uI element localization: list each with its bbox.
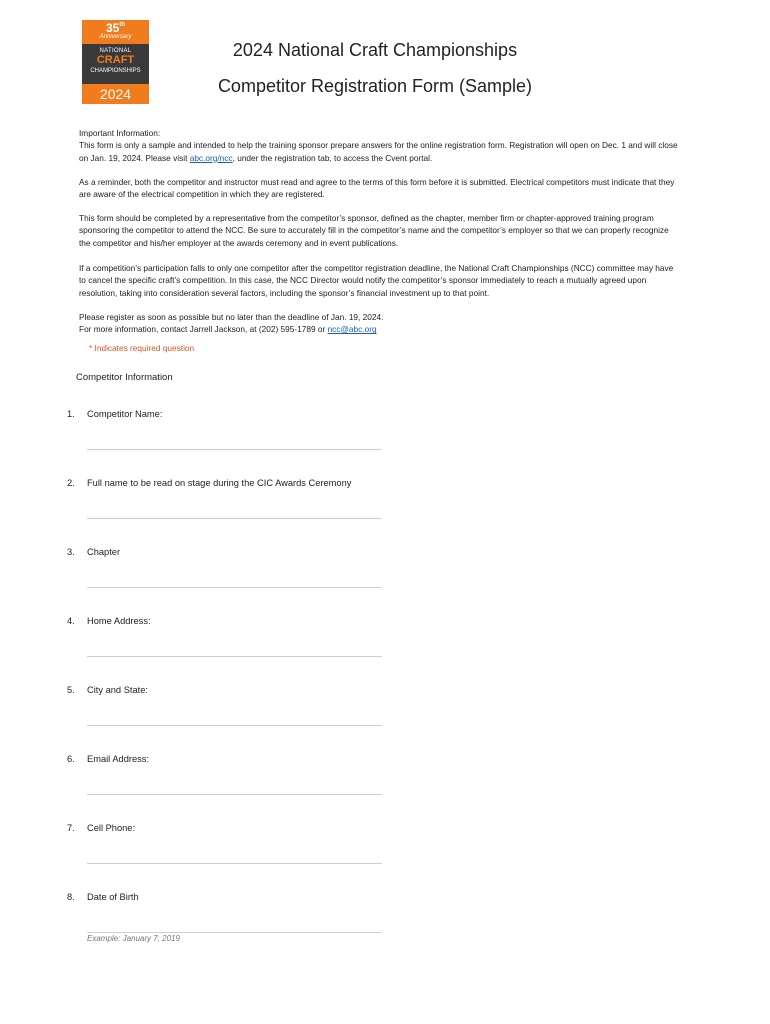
info-paragraph-1 — [79, 139, 679, 164]
info-heading: Important Information: — [79, 128, 161, 138]
page-subtitle: Competitor Registration Form (Sample) — [217, 76, 533, 96]
info-p5-line2 — [79, 323, 679, 335]
question-label: Cell Phone: — [87, 823, 136, 833]
question-3 — [67, 547, 120, 557]
info-paragraph-2: As a reminder, both the competitor and instructor must read and agree to the terms of this form before it is submitted. Electrical competitors must indicate that they are aware of the electrical competition in which they are registered. — [79, 177, 675, 200]
ncc-logo — [82, 20, 149, 104]
question-label: Chapter — [87, 547, 121, 557]
info-paragraph-3: This form should be completed by a representative from the competitor’s sponsor, defined as the chapter, member firm or chapter-approved training program sponsoring the competitor to attend the NCC. Be sure to accurately fill in the competitor’s name and the competitor’s employer so that we can properly recognize the competitor and his/her employer at the awards ceremony and in event publications. — [79, 213, 669, 248]
logo-anniversary-suffix: th — [119, 22, 126, 28]
question-label: Full name to be read on stage during the CIC Awards Ceremony — [87, 478, 352, 488]
cell-phone-field[interactable] — [87, 863, 382, 864]
date-of-birth-example: Example: January 7, 2019 — [87, 934, 180, 943]
question-label: City and State: — [87, 685, 148, 695]
question-number: 5. — [67, 685, 75, 695]
question-number: 2. — [67, 478, 75, 488]
question-number: 3. — [67, 547, 75, 557]
logo-anniversary — [82, 20, 149, 44]
logo-line1: NATIONAL — [99, 48, 132, 54]
question-7 — [67, 823, 135, 833]
question-number: 7. — [67, 823, 75, 833]
question-4 — [67, 616, 151, 626]
ncc-link[interactable]: abc.org/ncc — [189, 152, 233, 163]
info-p1-text-a: This form is only a sample and intended to help the training sponsor prepare answers for the online registration form. Registration will open on Dec. 1 and will close on Jan. 19, 2024. Please visit — [79, 140, 678, 163]
section-title: Competitor Information — [76, 372, 173, 383]
logo-wordmark — [82, 44, 149, 84]
info-paragraph-5 — [79, 311, 679, 336]
logo-line2: CRAFT — [96, 54, 135, 66]
info-paragraph-4: If a competition’s participation falls to only one competitor after the competitor registration deadline, the National Craft Championships (NCC) committee may have to cancel the specific craft’s competition. In this case, the NCC Director would notify the competitor’s sponsor immediately to reach a mutually agreed upon resolution, taking into consideration several factors, including the sponsor’s financial investment up to that point. — [79, 263, 674, 298]
logo-year: 2024 — [99, 86, 132, 102]
city-state-field[interactable] — [87, 725, 382, 726]
question-label: Email Address: — [87, 754, 150, 764]
logo-line3: CHAMPIONSHIPS — [90, 68, 141, 74]
page-title: 2024 National Craft Championships — [232, 40, 518, 60]
home-address-field[interactable] — [87, 656, 382, 657]
question-label: Competitor Name: — [87, 409, 163, 419]
question-number: 6. — [67, 754, 75, 764]
logo-anniversary-word: Anniversary — [99, 34, 132, 40]
info-block — [79, 127, 679, 164]
competitor-name-field[interactable] — [87, 449, 382, 450]
required-note: * Indicates required question — [89, 343, 195, 353]
question-label: Date of Birth — [87, 892, 139, 902]
info-p5-line1: Please register as soon as possible but no later than the deadline of Jan. 19, 2024. — [79, 312, 384, 322]
question-6 — [67, 754, 149, 764]
question-number: 4. — [67, 616, 75, 626]
question-5 — [67, 685, 148, 695]
question-number: 1. — [67, 409, 75, 419]
email-field[interactable] — [87, 794, 382, 795]
info-p1-text-b: , under the registration tab, to access the Cvent portal. — [232, 152, 433, 163]
full-name-field[interactable] — [87, 518, 382, 519]
question-8 — [67, 892, 139, 902]
date-of-birth-field[interactable] — [87, 932, 382, 933]
email-link[interactable]: ncc@abc.org — [327, 324, 377, 335]
chapter-field[interactable] — [87, 587, 382, 588]
question-1 — [67, 409, 162, 419]
question-number: 8. — [67, 892, 75, 902]
question-label: Home Address: — [87, 616, 151, 626]
info-p5-contact: For more information, contact Jarrell Jackson, at (202) 595-1789 or — [79, 324, 328, 335]
question-2 — [67, 478, 351, 488]
logo-anniversary-number: 35 — [105, 21, 120, 35]
